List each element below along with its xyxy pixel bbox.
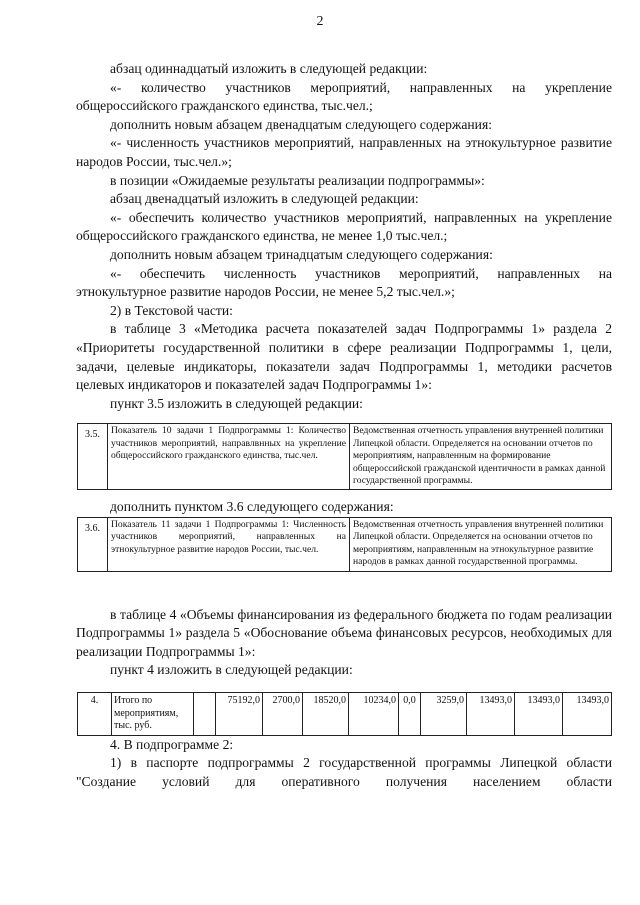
paragraph: дополнить новым абзацем тринадцатым следующего содержания: xyxy=(110,246,493,262)
paragraph: абзац одиннадцатый изложить в следующей редакции: xyxy=(110,61,428,76)
paragraph: абзац двенадцатый изложить в следующей редакции: xyxy=(110,191,419,207)
value-cell: 18520,0 xyxy=(303,692,349,735)
paragraph: 2) в Текстовой части: xyxy=(110,302,233,318)
item-number: 4. xyxy=(78,692,112,735)
paragraph: в таблице 4 «Объемы финансирования из федерального бюджета по годам реализации Подпрограммы 1» раздела 5 «Обоснование объема финансовых ресурсов, необходимых для реализации Подпрограммы 1»: xyxy=(76,606,612,659)
value-cell: 13493,0 xyxy=(515,692,563,735)
paragraph: «- обеспечить количество участников мероприятий, направленных на укрепление общероссийского гражданского единства, не менее 1,0 тыс.чел.; xyxy=(76,209,612,244)
page-number: 2 xyxy=(316,14,324,29)
item-number: 3.5. xyxy=(78,424,108,490)
total-label: Итого по мероприятиям, тыс. руб. xyxy=(112,692,194,735)
value-cell: 3259,0 xyxy=(421,692,467,735)
document-body xyxy=(76,60,612,791)
table-row xyxy=(78,692,612,735)
paragraph: 1) в паспорте подпрограммы 2 государственной программы Липецкой области "Создание условий для оперативного получения населением области xyxy=(76,755,612,789)
paragraph: пункт 3.5 изложить в следующей редакции: xyxy=(110,395,363,411)
value-cell: 13493,0 xyxy=(467,692,515,735)
empty-cell xyxy=(194,692,216,735)
paragraph: «- количество участников мероприятий, направленных на укрепление общероссийского гражданского единства, тыс.чел.; xyxy=(76,79,612,114)
table-item-3-5 xyxy=(77,423,612,490)
value-cell: 2700,0 xyxy=(263,692,303,735)
paragraph: «- численность участников мероприятий, направленных на этнокультурное развитие народов России, тыс.чел.»; xyxy=(76,135,612,169)
paragraph: 4. В подпрограмме 2: xyxy=(110,736,234,752)
table-row xyxy=(78,424,612,490)
paragraph: в таблице 3 «Методика расчета показателей задач Подпрограммы 1» раздела 2 «Приоритеты государственной политики в сфере реализации Подпрограммы 1, цели, задачи, целевые индикаторы, показатели задач Подпрограммы 1, методики расчетов целевых индикаторов и показателей задач Подпрограммы 1»: xyxy=(76,321,612,393)
paragraph: дополнить новым абзацем двенадцатым следующего содержания: xyxy=(110,116,492,132)
value-cell: 0,0 xyxy=(399,692,421,735)
paragraph: в позиции «Ожидаемые результаты реализации подпрограммы»: xyxy=(110,172,485,188)
indicator-cell: Показатель 10 задачи 1 Подпрограммы 1: Количество участников мероприятий, направлвнных на укрепление общероссийского гражданского единства, тыс.чел. xyxy=(108,424,350,490)
table-item-3-6 xyxy=(77,517,612,572)
source-cell: Ведомственная отчетность управления внутренней политики Липецкой области. Определяется на основании отчетов по мероприятиям, направленным на формирование общероссийской гражданской идентичности в рамках данной государственной программы. xyxy=(350,424,612,490)
value-cell: 10234,0 xyxy=(349,692,399,735)
paragraph: «- обеспечить численность участников мероприятий, направленных на этнокультурное развитие народов России, не менее 5,2 тыс.чел.»; xyxy=(76,265,612,300)
paragraph: дополнить пунктом 3.6 следующего содержания: xyxy=(110,499,394,515)
source-cell: Ведомственная отчетность управления внутренней политики Липецкой области. Определяется на основании отчетов по мероприятиям, направленным на этнокультурное развитие народов в рамках данной государственной программы. xyxy=(350,517,612,571)
item-number: 3.6. xyxy=(78,517,108,571)
table-item-4 xyxy=(77,692,612,736)
indicator-cell: Показатель 11 задачи 1 Подпрограммы 1: Численность участников мероприятий, направленных на этнокультурное развитие народов России, тыс.чел. xyxy=(108,517,350,571)
table-row xyxy=(78,517,612,571)
value-cell: 13493,0 xyxy=(563,692,612,735)
paragraph: пункт 4 изложить в следующей редакции: xyxy=(110,662,353,678)
value-cell: 75192,0 xyxy=(216,692,263,735)
